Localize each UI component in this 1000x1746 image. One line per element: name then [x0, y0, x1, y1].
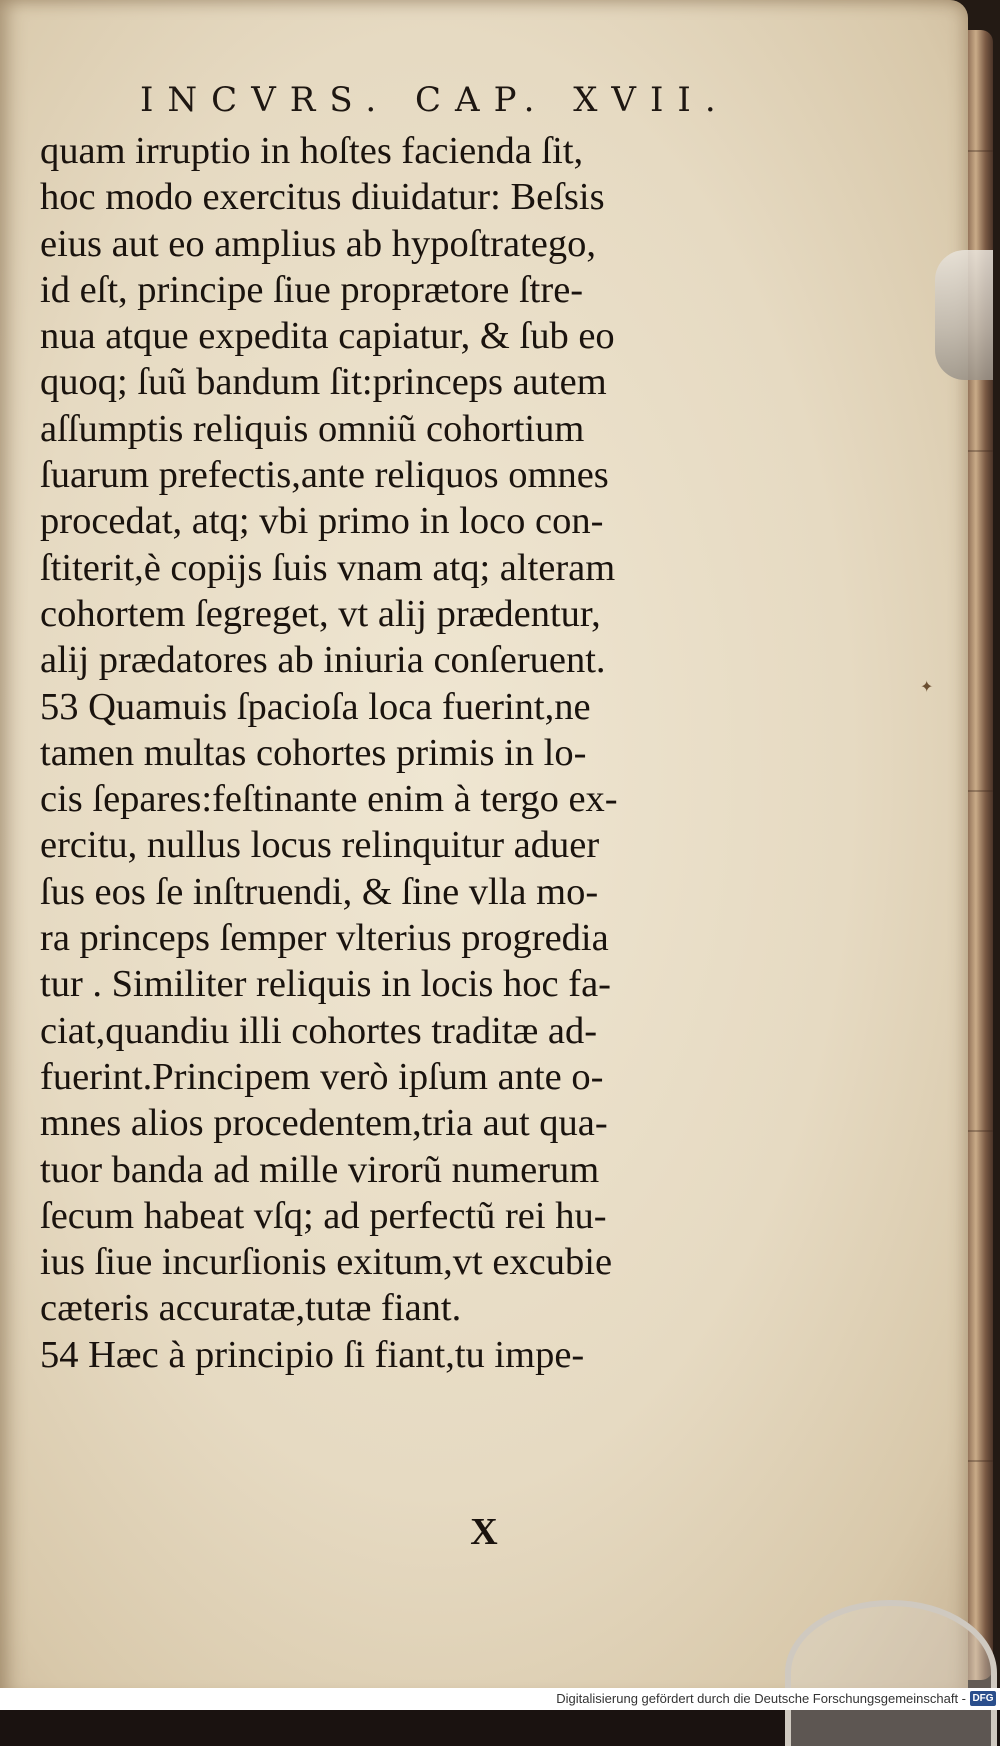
text-line: ciat,quandiu illi cohortes traditæ ad- [40, 1009, 598, 1052]
text-line: alij prædatores ab iniuria conſeruent. [40, 639, 606, 682]
body-text [40, 128, 760, 1378]
footer-bar [0, 1688, 1000, 1710]
running-head: INCVRS. CAP. XVII. [140, 80, 730, 120]
text-line: ſtiterit,è copijs ſuis vnam atq; alteram [40, 546, 616, 589]
text-line: procedat, atq; vbi primo in loco con- [40, 500, 604, 543]
text-line: quam irruptio in hoſtes facienda ſit, [40, 130, 584, 172]
text-line: cohortem ſegreget, vt alij prædentur, [40, 592, 601, 635]
text-line: id eſt, principe ſiue proprætore ſtre- [40, 268, 584, 311]
dfg-logo-icon: DFG [970, 1691, 996, 1706]
ink-speck: ✦ [920, 677, 934, 696]
text-line: tur . Similiter reliquis in locis hoc fa- [40, 963, 611, 1006]
glass-weight [785, 1600, 997, 1746]
text-line: hoc modo exercitus diuidatur: Beſsis [40, 176, 605, 219]
text-line: eius aut eo amplius ab hypoſtratego, [40, 222, 596, 265]
text-line: quoq; ſuũ bandum ſit:princeps autem [40, 361, 607, 404]
text-line: fuerint.Principem verò ipſum ante o- [40, 1055, 604, 1098]
text-line: tamen multas cohortes primis in lo- [40, 731, 587, 774]
text-line: ſecum habeat vſq; ad perfectũ rei hu- [40, 1194, 607, 1237]
text-line: 53 Quamuis ſpacioſa loca fuerint,ne [40, 685, 591, 728]
text-line: ſus eos ſe inſtruendi, & ſine vlla mo- [40, 870, 599, 913]
text-line: aſſumptis reliquis omniũ cohortium [40, 407, 585, 450]
text-line: 54 Hæc à principio ſi fiant,tu impe- [40, 1333, 585, 1376]
page-clip [935, 250, 993, 380]
text-line: ra princeps ſemper vlterius progredia [40, 917, 609, 960]
text-line: cæteris accuratæ,tutæ fiant. [40, 1287, 462, 1330]
text-line: tuor banda ad mille virorũ numerum [40, 1148, 600, 1191]
signature-mark: X [470, 1511, 498, 1553]
text-line: ercitu, nullus locus relinquitur aduer [40, 824, 600, 867]
text-line: cis ſepares:feſtinante enim à tergo ex- [40, 778, 618, 821]
text-line: ius ſiue incurſionis exitum,vt excubie [40, 1241, 613, 1284]
text-line: ſuarum prefectis,ante reliquos omnes [40, 454, 609, 497]
footer-credit: Digitalisierung gefördert durch die Deutsche Forschungsgemeinschaft - [556, 1691, 966, 1706]
text-line: mnes alios procedentem,tria aut qua- [40, 1102, 608, 1145]
text-line: nua atque expedita capiatur, & ſub eo [40, 315, 615, 358]
